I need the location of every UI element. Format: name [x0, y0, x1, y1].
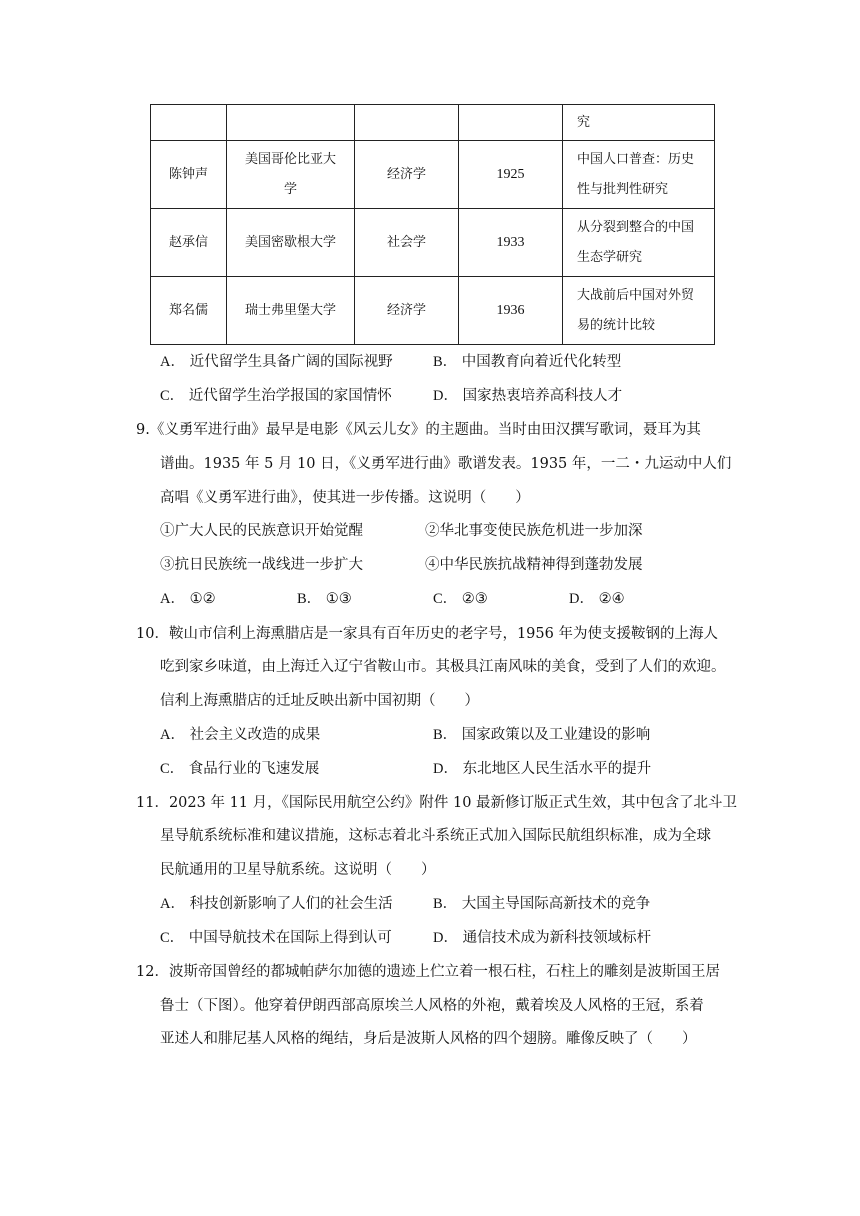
table-cell: 赵承信	[151, 209, 227, 277]
table-row	[151, 141, 715, 209]
table-cell: 究	[563, 105, 715, 141]
q12-stem-line: 12．波斯帝国曾经的都城帕萨尔加德的遗迹上伫立着一根石柱，石柱上的雕刻是波斯国王居	[136, 964, 720, 980]
q10-option-d: D． 东北地区人民生活水平的提升	[433, 761, 652, 777]
table-cell: 郑名儒	[151, 277, 227, 345]
table-row	[151, 105, 715, 141]
table-cell: 瑞士弗里堡大学	[227, 277, 355, 345]
table-cell	[459, 105, 563, 141]
q9-option-d: D． ②④	[569, 591, 625, 607]
q10-option-b: B． 国家政策以及工业建设的影响	[433, 727, 651, 743]
table-cell: 经济学	[355, 277, 459, 345]
q10-stem-line: 吃到家乡味道，由上海迁入辽宁省鞍山市。其极具江南风味的美食，受到了人们的欢迎。	[160, 659, 726, 675]
q8-option-a: A． 近代留学生具备广阔的国际视野	[160, 354, 393, 370]
q9-option-b: B． ①③	[297, 591, 352, 607]
table-cell: 社会学	[355, 209, 459, 277]
table-cell: 1936	[459, 277, 563, 345]
table-cell	[151, 105, 227, 141]
q11-stem-line: 11．2023 年 11 月，《国际民用航空公约》附件 10 最新修订版正式生效，其中包含了北斗卫	[136, 795, 738, 811]
q8-option-b: B． 中国教育向着近代化转型	[433, 354, 622, 370]
q9-statement: ④中华民族抗战精神得到蓬勃发展	[425, 557, 643, 573]
q9-stem-line: 谱曲。1935 年 5 月 10 日，《义勇军进行曲》歌谱发表。1935 年，一二・九运动中人们	[160, 456, 732, 472]
q9-statement: ①广大人民的民族意识开始觉醒	[160, 523, 363, 539]
q9-statement: ②华北事变使民族危机进一步加深	[425, 523, 643, 539]
table-cell: 经济学	[355, 141, 459, 209]
table-cell: 陈钟声	[151, 141, 227, 209]
q10-stem-line: 信利上海熏腊店的迁址反映出新中国初期（ ）	[160, 693, 479, 709]
q11-option-b: B． 大国主导国际高新技术的竞争	[433, 896, 651, 912]
q11-option-c: C． 中国导航技术在国际上得到认可	[160, 930, 392, 946]
q9-option-a: A． ①②	[160, 591, 216, 607]
q8-option-c: C． 近代留学生治学报国的家国情怀	[160, 388, 392, 404]
table-cell: 1925	[459, 141, 563, 209]
q9-stem-line: 高唱《义勇军进行曲》，使其进一步传播。这说明（ ）	[160, 490, 530, 506]
table-cell: 从分裂到整合的中国 生态学研究	[563, 209, 715, 277]
table-row	[151, 277, 715, 345]
q10-stem-line: 10．鞍山市信利上海熏腊店是一家具有百年历史的老字号，1956 年为使支援鞍钢的上海人	[136, 626, 718, 642]
q9-statement: ③抗日民族统一战线进一步扩大	[160, 557, 363, 573]
table-cell: 中国人口普查：历史 性与批判性研究	[563, 141, 715, 209]
table-cell	[355, 105, 459, 141]
q10-option-c: C． 食品行业的飞速发展	[160, 761, 320, 777]
q10-option-a: A． 社会主义改造的成果	[160, 727, 321, 743]
q11-option-a: A． 科技创新影响了人们的社会生活	[160, 896, 393, 912]
table-cell: 美国哥伦比亚大 学	[227, 141, 355, 209]
table-row	[151, 209, 715, 277]
table-cell	[227, 105, 355, 141]
q11-stem-line: 星导航系统标准和建议措施，这标志着北斗系统正式加入国际民航组织标准，成为全球	[160, 828, 711, 844]
students-table	[150, 104, 715, 345]
table-cell: 1933	[459, 209, 563, 277]
table-cell: 大战前后中国对外贸 易的统计比较	[563, 277, 715, 345]
q12-stem-line: 亚述人和腓尼基人风格的绳结，身后是波斯人风格的四个翅膀。雕像反映了（ ）	[160, 1031, 697, 1047]
q8-option-d: D． 国家热衷培养高科技人才	[433, 388, 623, 404]
q11-stem-line: 民航通用的卫星导航系统。这说明（ ）	[160, 862, 436, 878]
table-cell: 美国密歇根大学	[227, 209, 355, 277]
q9-stem-line: 9.《义勇军进行曲》最早是电影《风云儿女》的主题曲。当时由田汉撰写歌词，聂耳为其	[136, 422, 701, 438]
q12-stem-line: 鲁士（下图）。他穿着伊朗西部高原埃兰人风格的外袍，戴着埃及人风格的王冠，系着	[160, 998, 704, 1014]
q11-option-d: D． 通信技术成为新科技领域标杆	[433, 930, 652, 946]
q9-option-c: C． ②③	[433, 591, 488, 607]
